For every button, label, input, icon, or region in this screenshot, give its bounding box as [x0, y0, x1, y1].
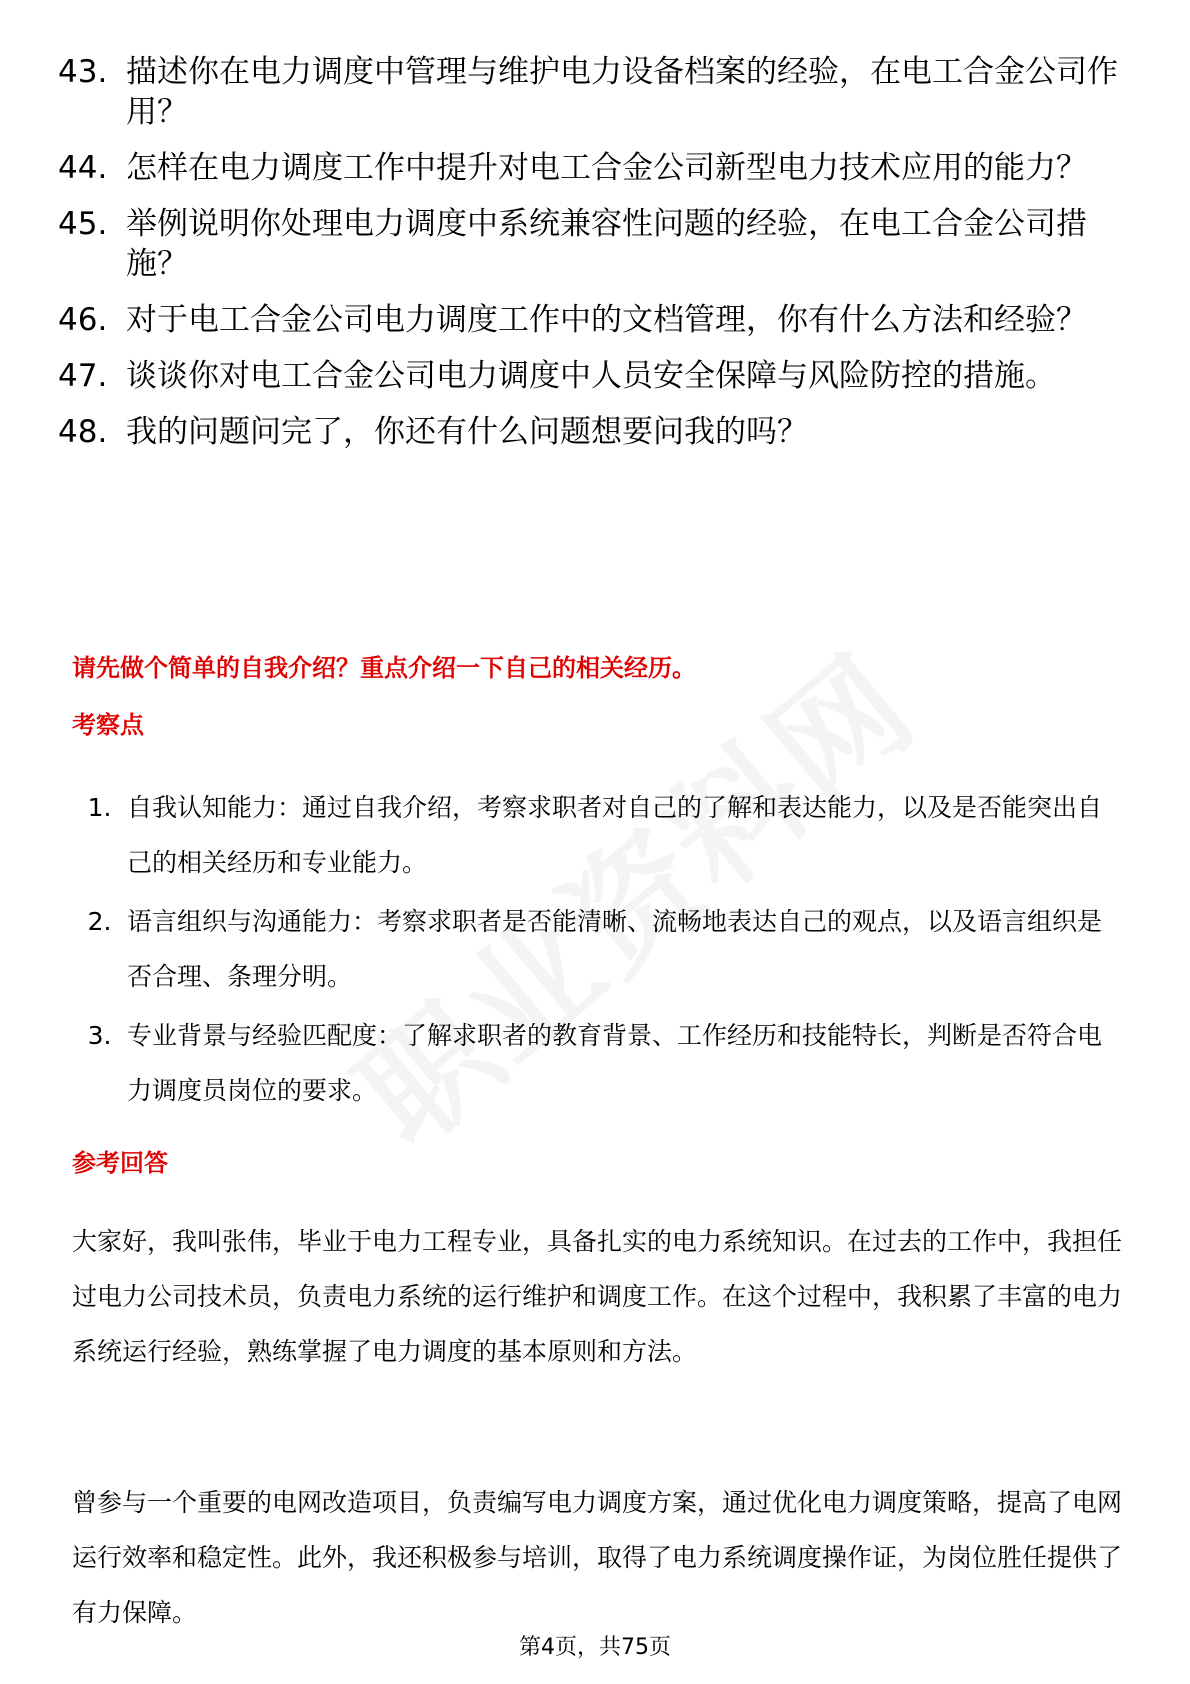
question-list: [58, 52, 1118, 468]
question-number: 48.: [58, 414, 108, 450]
main-question-heading: 请先做个简单的自我介绍？重点介绍一下自己的相关经历。: [72, 654, 696, 682]
question-item: [58, 204, 1118, 284]
assessment-point: [72, 894, 1122, 1004]
point-number: 2.: [87, 907, 112, 936]
point-number: 1.: [87, 793, 112, 822]
question-item: [58, 52, 1118, 132]
answer-paragraph: 大家好，我叫张伟，毕业于电力工程专业，具备扎实的电力系统知识。在过去的工作中，我担任过电力公司技术员，负责电力系统的运行维护和调度工作。在这个过程中，我积累了丰富的电力系统运行经验，熟练掌握了电力调度的基本原则和方法。: [72, 1227, 1123, 1366]
question-text: 对于电工合金公司电力调度工作中的文档管理，你有什么方法和经验？: [126, 302, 1087, 338]
question-text: 描述你在电力调度中管理与维护电力设备档案的经验，在电工合金公司作用？: [126, 54, 1118, 130]
assessment-points-heading: 考察点: [72, 711, 144, 739]
point-text: 自我认知能力：通过自我介绍，考察求职者对自己的了解和表达能力，以及是否能突出自己的相关经历和专业能力。: [127, 793, 1103, 877]
question-text: 谈谈你对电工合金公司电力调度中人员安全保障与风险防控的措施。: [126, 358, 1056, 394]
point-text: 专业背景与经验匹配度：了解求职者的教育背景、工作经历和技能特长，判断是否符合电力调度员岗位的要求。: [127, 1021, 1103, 1105]
question-text: 举例说明你处理电力调度中系统兼容性问题的经验，在电工合金公司措施？: [126, 206, 1087, 282]
question-number: 44.: [58, 150, 108, 186]
page-footer: 第4页，共75页: [519, 1635, 671, 1660]
question-item: [58, 148, 1118, 188]
question-number: 47.: [58, 358, 108, 394]
question-item: [58, 356, 1118, 396]
question-number: 46.: [58, 302, 108, 338]
question-number: 45.: [58, 206, 108, 242]
point-text: 语言组织与沟通能力：考察求职者是否能清晰、流畅地表达自己的观点，以及语言组织是否合理、条理分明。: [127, 907, 1103, 991]
question-text: 怎样在电力调度工作中提升对电工合金公司新型电力技术应用的能力？: [126, 150, 1087, 186]
reference-answer-heading: 参考回答: [72, 1149, 168, 1177]
point-number: 3.: [87, 1021, 112, 1050]
question-text: 我的问题问完了，你还有什么问题想要问我的吗？: [126, 414, 808, 450]
assessment-point: [72, 1008, 1122, 1118]
assessment-point: [72, 780, 1122, 890]
question-item: [58, 412, 1118, 452]
question-item: [58, 300, 1118, 340]
answer-paragraph: 曾参与一个重要的电网改造项目，负责编写电力调度方案，通过优化电力调度策略，提高了电网运行效率和稳定性。此外，我还积极参与培训，取得了电力系统调度操作证，为岗位胜任提供了有力保障。: [72, 1488, 1123, 1627]
question-number: 43.: [58, 54, 108, 90]
assessment-points-list: [72, 780, 1122, 1122]
